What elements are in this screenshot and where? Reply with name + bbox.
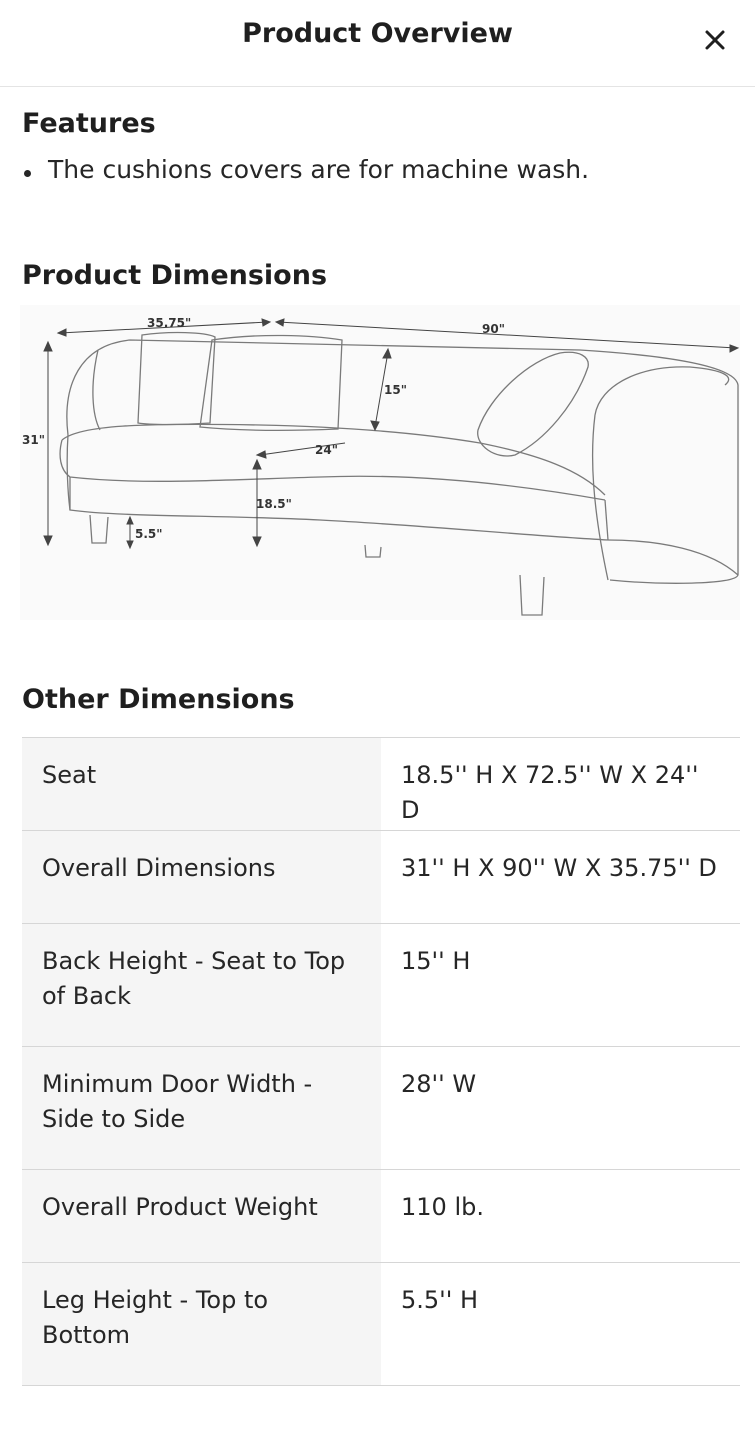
features-heading: Features bbox=[22, 108, 156, 139]
row-label: Overall Product Weight bbox=[22, 1170, 381, 1262]
table-row bbox=[22, 924, 740, 1047]
table-row bbox=[22, 1170, 740, 1263]
dimensions-table bbox=[22, 737, 740, 1386]
sofa-line-drawing bbox=[20, 305, 740, 620]
seat-height-label: 18.5" bbox=[256, 497, 292, 511]
features-list bbox=[22, 155, 589, 184]
leg-height-label: 5.5" bbox=[135, 527, 163, 541]
row-label: Minimum Door Width - Side to Side bbox=[22, 1047, 381, 1169]
table-row bbox=[22, 1263, 740, 1386]
close-icon bbox=[704, 29, 726, 51]
row-label: Overall Dimensions bbox=[22, 831, 381, 923]
row-label: Seat bbox=[22, 738, 381, 830]
seat-depth-label: 24" bbox=[315, 443, 338, 457]
row-label: Back Height - Seat to Top of Back bbox=[22, 924, 381, 1046]
other-dimensions-heading: Other Dimensions bbox=[22, 684, 295, 715]
product-dimensions-heading: Product Dimensions bbox=[22, 260, 328, 291]
sheet-header bbox=[0, 0, 755, 87]
feature-item bbox=[22, 155, 589, 184]
close-button[interactable] bbox=[697, 22, 733, 58]
row-label: Leg Height - Top to Bottom bbox=[22, 1263, 381, 1385]
depth-label: 35.75" bbox=[147, 316, 192, 330]
row-value: 5.5'' H bbox=[401, 1286, 479, 1314]
row-value: 31'' H X 90'' W X 35.75'' D bbox=[401, 854, 717, 882]
table-row bbox=[22, 831, 740, 924]
width-label: 90" bbox=[482, 322, 505, 336]
height-label: 31" bbox=[22, 433, 45, 447]
row-value: 28'' W bbox=[401, 1070, 477, 1098]
bullet-icon bbox=[24, 170, 31, 177]
row-value: 15'' H bbox=[401, 947, 471, 975]
sheet-title: Product Overview bbox=[242, 18, 513, 49]
back-height-label: 15" bbox=[384, 383, 407, 397]
table-row bbox=[22, 738, 740, 831]
feature-text: The cushions covers are for machine wash. bbox=[48, 155, 590, 184]
sofa-dimensions-diagram bbox=[20, 305, 740, 620]
row-value: 110 lb. bbox=[401, 1193, 484, 1221]
table-row bbox=[22, 1047, 740, 1170]
row-value: 18.5'' H X 72.5'' W X 24'' D bbox=[401, 761, 699, 824]
